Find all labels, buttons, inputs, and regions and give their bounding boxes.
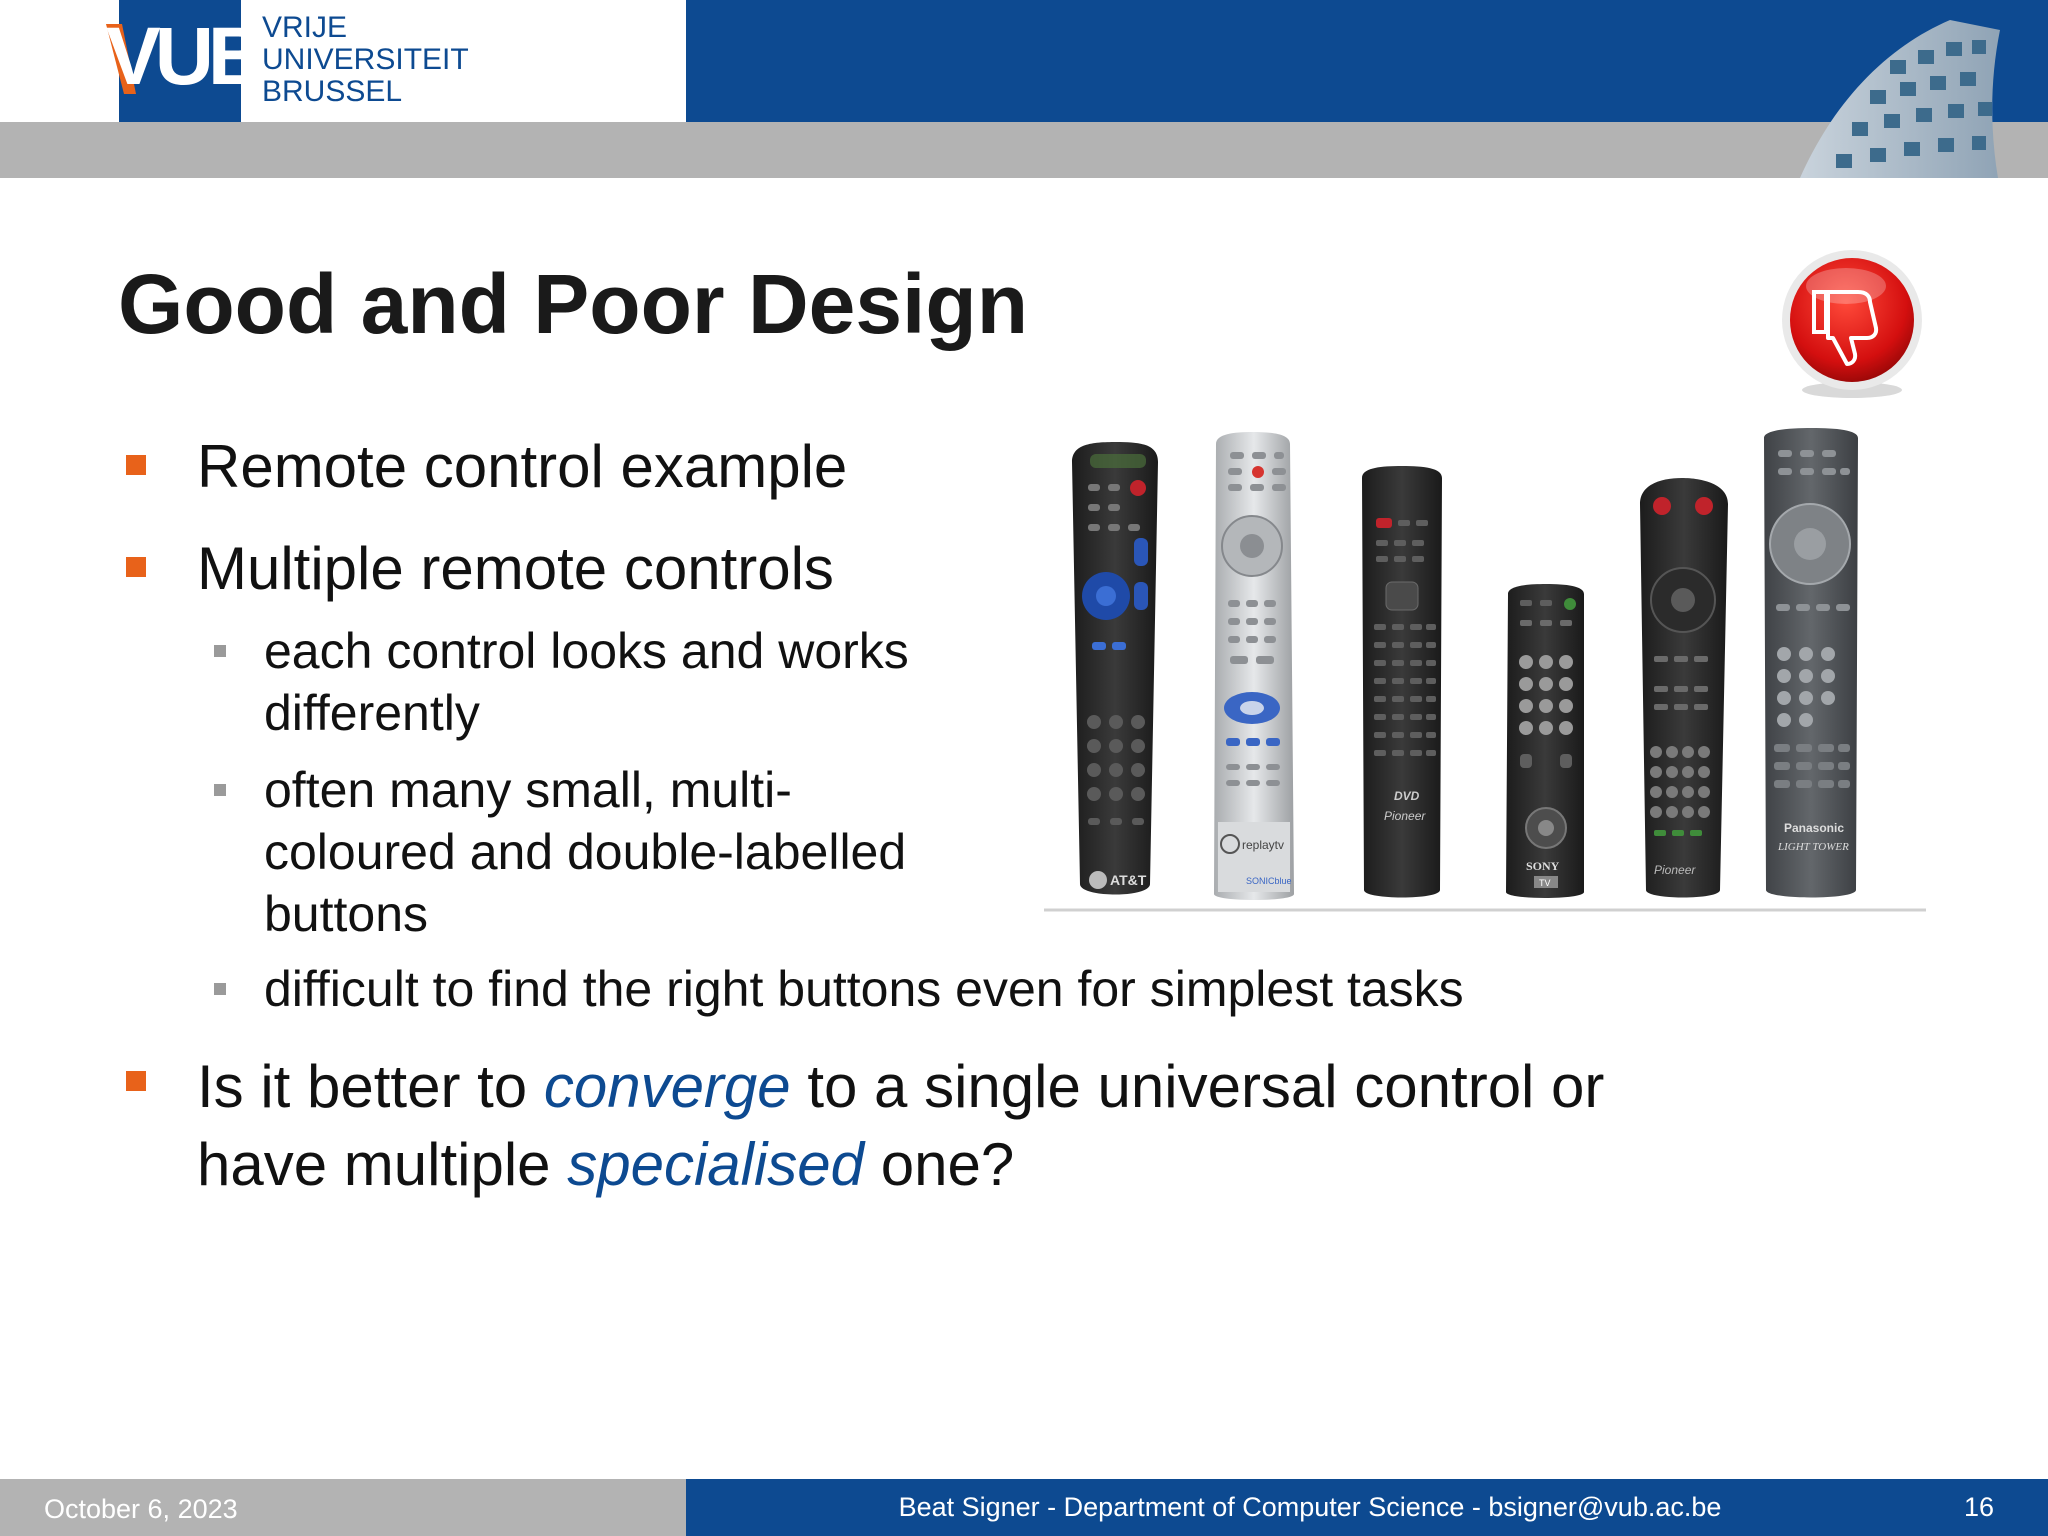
sub-bullet-many-buttons — [264, 759, 906, 945]
emphasis-converge: converge — [543, 1053, 791, 1120]
university-line-2: UNIVERSITEIT — [262, 43, 469, 76]
remote-label: AT&T — [1110, 872, 1147, 888]
sub-bullet-marker — [214, 645, 226, 657]
remote-att — [1072, 442, 1158, 895]
footer-author-info: Beat Signer - Department of Computer Science - bsigner@vub.ac.be — [898, 1492, 1722, 1522]
remote-label: TV — [1539, 878, 1551, 888]
emphasis-specialised: specialised — [567, 1131, 865, 1198]
remote-pioneer-dvd — [1362, 466, 1442, 898]
sub-bullet-looks-works — [264, 620, 909, 744]
remote-label: Panasonic — [1784, 821, 1845, 835]
sub-bullet-difficult — [264, 958, 1464, 1020]
sub-bullet-line: differently — [264, 685, 480, 741]
remote-panasonic — [1764, 428, 1858, 898]
question-text: one? — [864, 1131, 1015, 1198]
remote-pioneer — [1640, 478, 1728, 898]
remote-label: SONY — [1526, 859, 1560, 873]
remote-label: Pioneer — [1384, 809, 1426, 823]
sub-bullet-line: buttons — [264, 886, 429, 942]
remote-label: replaytv — [1242, 838, 1285, 852]
remote-label: Pioneer — [1654, 863, 1696, 877]
bullet-marker — [126, 455, 146, 475]
bullet-remote-control-example: Remote control example — [197, 433, 848, 500]
remote-label: DVD — [1394, 789, 1420, 803]
question-line-2 — [197, 1126, 1604, 1204]
building-photo — [1740, 0, 2048, 178]
remote-replaytv — [1214, 432, 1294, 900]
slide-title: Good and Poor Design — [118, 257, 1029, 351]
university-line-3: BRUSSEL — [262, 75, 403, 108]
question-text: to a single universal control or — [790, 1053, 1605, 1120]
sub-bullet-line: often many small, multi- — [264, 762, 792, 818]
footer-page-number: 16 — [1964, 1492, 1995, 1522]
vub-logo: VUB — [106, 11, 262, 102]
bullet-multiple-remote-controls: Multiple remote controls — [197, 535, 834, 602]
sub-bullet-marker — [214, 983, 226, 995]
bullet-marker — [126, 557, 146, 577]
sub-bullet-line: difficult to find the right buttons even for simplest tasks — [264, 961, 1464, 1017]
sub-bullet-line: each control looks and works — [264, 623, 909, 679]
bullet-marker — [126, 1071, 146, 1091]
remote-label: SONICblue — [1246, 876, 1292, 886]
question-text: have multiple — [197, 1131, 568, 1198]
university-name — [262, 12, 469, 108]
university-line-1: VRIJE — [262, 11, 348, 44]
sub-bullet-line: coloured and double-labelled — [264, 824, 907, 880]
remote-label: LIGHT TOWER — [1778, 841, 1849, 853]
question-text: Is it better to — [197, 1053, 544, 1120]
bullet-question — [197, 1048, 1604, 1204]
footer-date: October 6, 2023 — [44, 1494, 238, 1524]
remote-sony — [1506, 584, 1584, 898]
sub-bullet-marker — [214, 784, 226, 796]
thumbs-down-icon — [1780, 248, 1924, 400]
question-line-1 — [197, 1048, 1604, 1126]
remote-controls-image — [1040, 424, 1930, 912]
